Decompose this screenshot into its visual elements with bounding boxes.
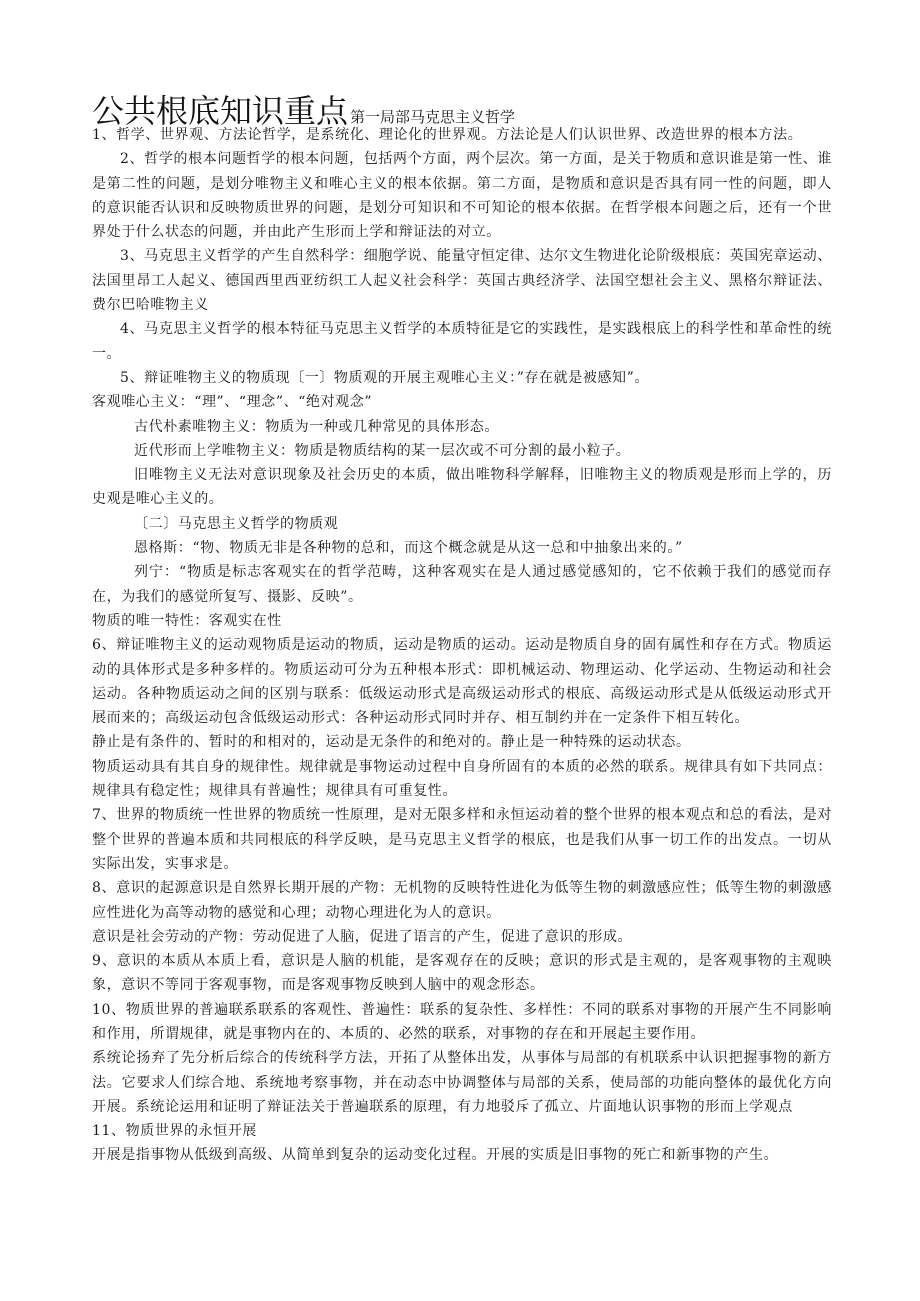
- paragraph: 10、物质世界的普遍联系联系的客观性、普遍性：联系的复杂性、多样性：不同的联系对事物的开展产生不同影响和作用，所谓规律，就是事物内在的、本质的、必然的联系，对事物的存在和开展起主要作用。: [92, 1001, 832, 1042]
- paragraph: 旧唯物主义无法对意识现象及社会历史的本质，做出唯物科学解释，旧唯物主义的物质观是形而上学的，历史观是唯心主义的。: [92, 467, 832, 508]
- paragraph: 物质的唯一特性：客观实在性: [92, 612, 282, 629]
- paragraph: 系统论扬弃了先分析后综合的传统科学方法，开拓了从整体出发，从事体与局部的有机联系中认识把握事物的新方法。它要求人们综合地、系统地考察事物，并在动态中协调整体与局部的关系，使局部的功能向整体的最优化方向开展。系统论运用和证明了辩证法关于普遍联系的原理，有力地驳斥了孤立、片面地认识事物的形而上学观点: [92, 1050, 832, 1115]
- paragraph: 开展是指事物从低级到高级、从简单到复杂的运动变化过程。开展的实质是旧事物的死亡和新事物的产生。: [92, 1147, 779, 1164]
- paragraph: 1、哲学、世界观、方法论哲学，是系统化、理论化的世界观。方法论是人们认识世界、改造世界的根本方法。: [92, 127, 803, 143]
- paragraph: 9、意识的本质从本质上看，意识是人脑的机能，是客观存在的反映；意识的形式是主观的，是客观事物的主观映象，意识不等同于客观事物，而是客观事物反映到人脑中的观念形态。: [92, 953, 832, 994]
- paragraph: 4、马克思主义哲学的根本特征马克思主义哲学的本质特征是它的实践性，是实践根底上的科学性和革命性的统一。: [92, 321, 832, 362]
- paragraph: 6、辩证唯物主义的运动观物质是运动的物质，运动是物质的运动。运动是物质自身的固有属性和存在方式。物质运动的具体形式是多种多样的。物质运动可分为五种根本形式：即机械运动、物理运动、化学运动、生物运动和社会运动。各种物质运动之间的区别与联系：低级运动形式是高级运动形式的根底、高级运动形式是从低级运动形式开展而来的；高级运动包含低级运动形式：各种运动形式同时并存、相互制约并在一定条件下相互转化。: [92, 637, 832, 727]
- paragraph: 恩格斯：“物、物质无非是各种物的总和，而这个概念就是从这一总和中抽象出来的。”: [134, 540, 683, 557]
- paragraph: 近代形而上学唯物主义：物质是物质结构的某一层次或不可分割的最小粒子。: [134, 442, 631, 459]
- paragraph: 物质运动具有其自身的规律性。规律就是事物运动过程中自身所固有的本质的必然的联系。规律具有如下共同点：规律具有稳定性；规律具有普遍性；规律具有可重复性。: [92, 758, 832, 800]
- page-title: 公共根底知识重点: [92, 92, 349, 130]
- paragraph: 古代朴素唯物主义：物质为一种或几种常见的具体形态。: [134, 418, 499, 435]
- paragraph: 11、物质世界的永恒开展: [92, 1123, 258, 1140]
- paragraph: 2、哲学的根本问题哲学的根本问题，包括两个方面，两个层次。第一方面，是关于物质和意识谁是第一性、谁是第二性的问题，是划分唯物主义和唯心主义的根本依据。第二方面，是物质和意识是否具有同一性的问题，即人的意识能否认识和反映物质世界的问题，是划分可知识和不可知论的根本依据。在哲学根本问题之后，还有一个世界处于什么状态的问题，并由此产生形而上学和辩证法的对立。: [92, 151, 832, 241]
- paragraph: 列宁：“物质是标志客观实在的哲学范畴，这种客观实在是人通过感觉感知的，它不依赖于我们的感觉而存在，为我们的感觉所复写、摄影、反映”。: [92, 564, 832, 605]
- paragraph: 3、马克思主义哲学的产生自然科学：细胞学说、能量守恒定律、达尔文生物进化论阶级根底：英国宪章运动、法国里昂工人起义、德国西里西亚纺织工人起义社会科学：英国古典经济学、法国空想社会主义、黑格尔辩证法、费尔巴哈唯物主义: [92, 248, 832, 314]
- paragraph: 静止是有条件的、暂时的和相对的，运动是无条件的和绝对的。静止是一种特殊的运动状态。: [92, 734, 691, 751]
- paragraph: 〔二〕马克思主义哲学的物质观: [134, 515, 339, 532]
- paragraph: 8、意识的起源意识是自然界长期开展的产物：无机物的反映特性进化为低等生物的刺激感应性；低等生物的刺激感应性进化为高等动物的感觉和心理；动物心理进化为人的意识。: [92, 880, 832, 921]
- document-body: [92, 123, 832, 1168]
- paragraph: 5、辩证唯物主义的物质现〔一〕物质观的开展主观唯心主义：”存在就是被感知”。: [120, 369, 650, 386]
- paragraph: 客观唯心主义：“理”、“理念”、“绝对观念”: [92, 394, 373, 411]
- page-subtitle: 第一局部马克思主义哲学: [350, 108, 516, 126]
- paragraph: 意识是社会劳动的产物：劳动促进了人脑，促进了语言的产生，促进了意识的形成。: [92, 928, 633, 945]
- paragraph: 7、世界的物质统一性世界的物质统一性原理，是对无限多样和永恒运动着的整个世界的根本观点和总的看法，是对整个世界的普遍本质和共同根底的科学反映，是马克思主义哲学的根底，也是我们从事一切工作的出发点。一切从实际出发，实事求是。: [92, 807, 832, 872]
